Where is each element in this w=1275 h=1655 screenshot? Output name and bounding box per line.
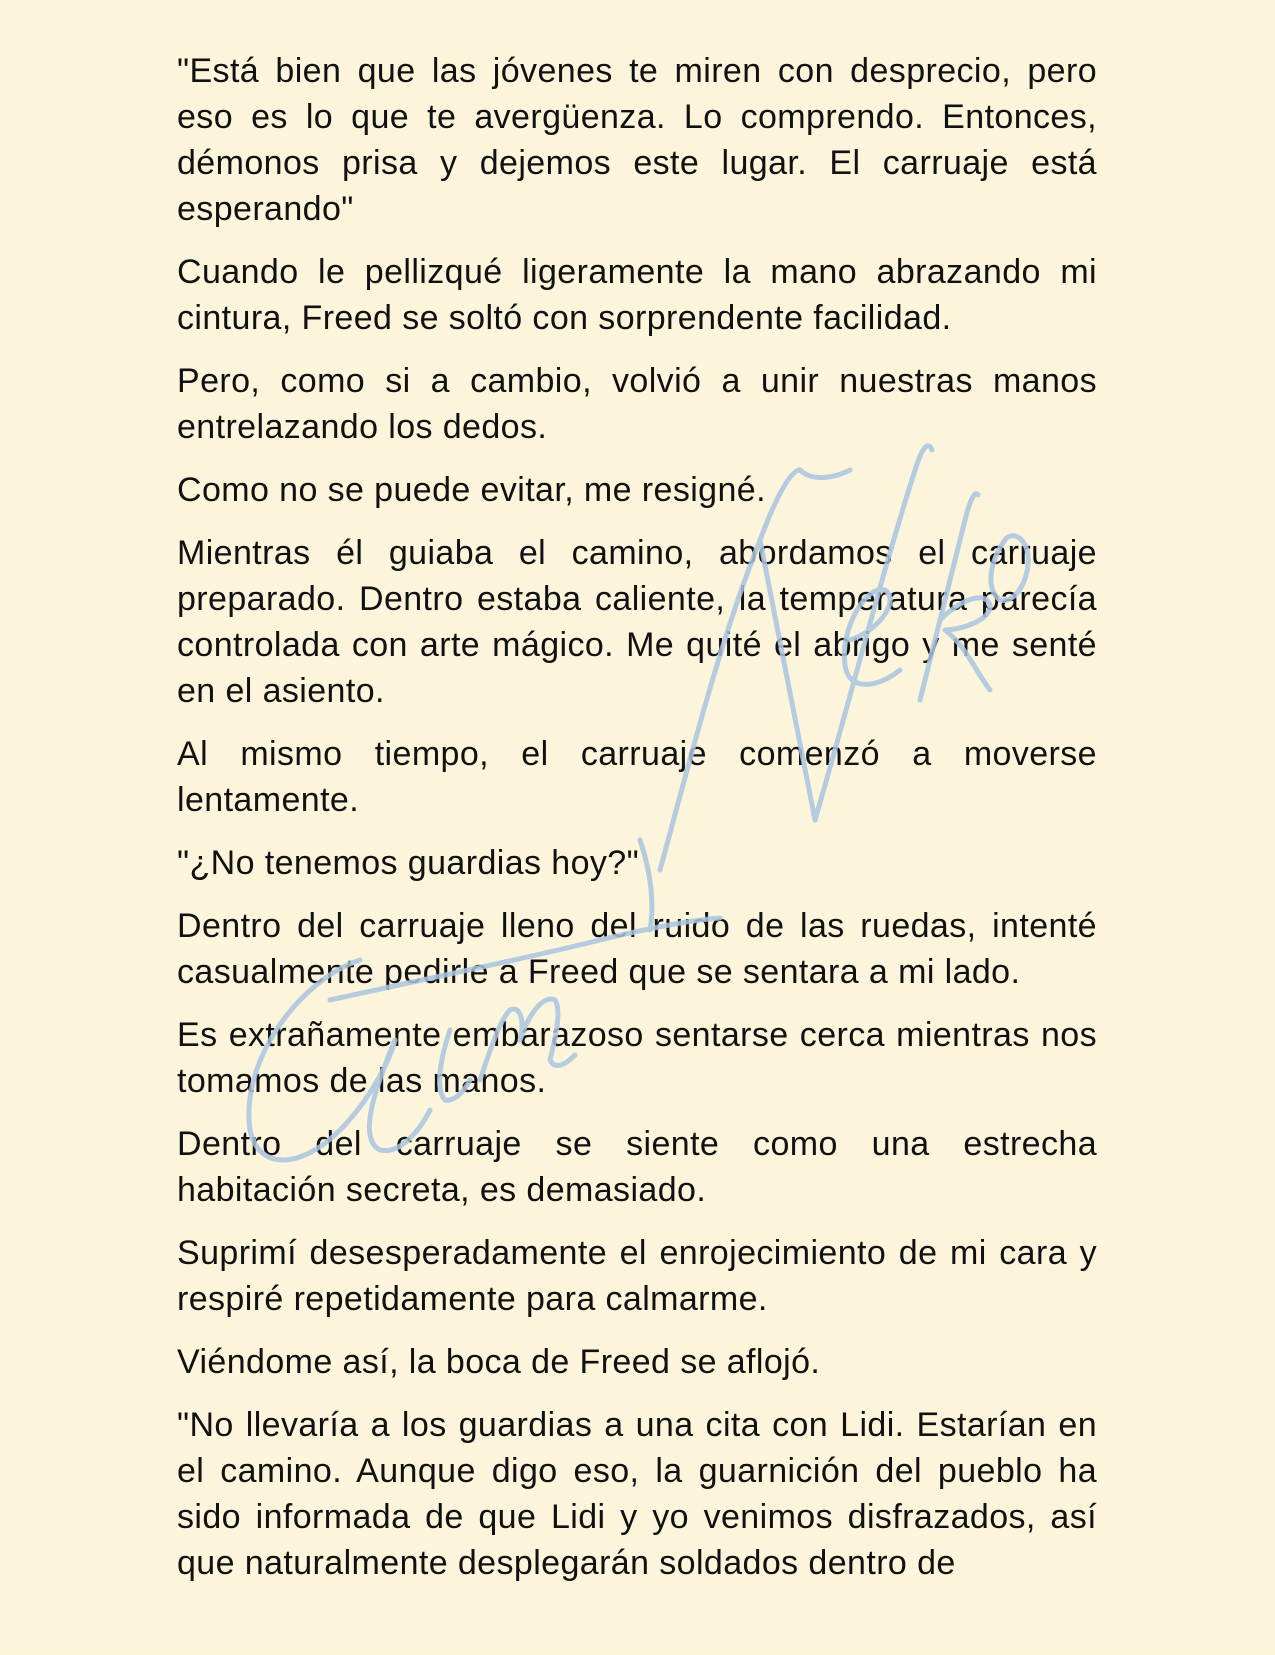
paragraph: Al mismo tiempo, el carruaje comenzó a moverse lentamente.: [177, 735, 1097, 819]
paragraph: Dentro del carruaje lleno del ruido de las ruedas, intenté casualmente pedirle a Freed que se sentara a mi lado.: [177, 907, 1097, 991]
paragraph: Suprimí desesperadamente el enrojecimiento de mi cara y respiré repetidamente para calmarme.: [177, 1234, 1097, 1318]
paragraph: "No llevaría a los guardias a una cita con Lidi. Estarían en el camino. Aunque digo eso, la guarnición del pueblo ha sido informada de que Lidi y yo venimos disfrazados, así que naturalmente desplegarán soldados dentro de: [177, 1406, 1097, 1582]
paragraph: Es extrañamente embarazoso sentarse cerca mientras nos tomamos de las manos.: [177, 1016, 1097, 1100]
paragraph: Pero, como si a cambio, volvió a unir nuestras manos entrelazando los dedos.: [177, 362, 1097, 446]
paragraph: Cuando le pellizqué ligeramente la mano abrazando mi cintura, Freed se soltó con sorprendente facilidad.: [177, 253, 1097, 337]
paragraph: Dentro del carruaje se siente como una estrecha habitación secreta, es demasiado.: [177, 1125, 1097, 1209]
document-body: [177, 48, 1097, 1603]
paragraph: "¿No tenemos guardias hoy?": [177, 844, 640, 882]
paragraph: "Está bien que las jóvenes te miren con desprecio, pero eso es lo que te avergüenza. Lo comprendo. Entonces, démonos prisa y dejemos este lugar. El carruaje está esperando": [177, 52, 1097, 228]
paragraph: Mientras él guiaba el camino, abordamos el carruaje preparado. Dentro estaba caliente, la temperatura parecía controlada con arte mágico. Me quité el abrigo y me senté en el asiento.: [177, 534, 1097, 710]
paragraph: Como no se puede evitar, me resigné.: [177, 471, 766, 509]
paragraph: Viéndome así, la boca de Freed se aflojó.: [177, 1343, 821, 1381]
